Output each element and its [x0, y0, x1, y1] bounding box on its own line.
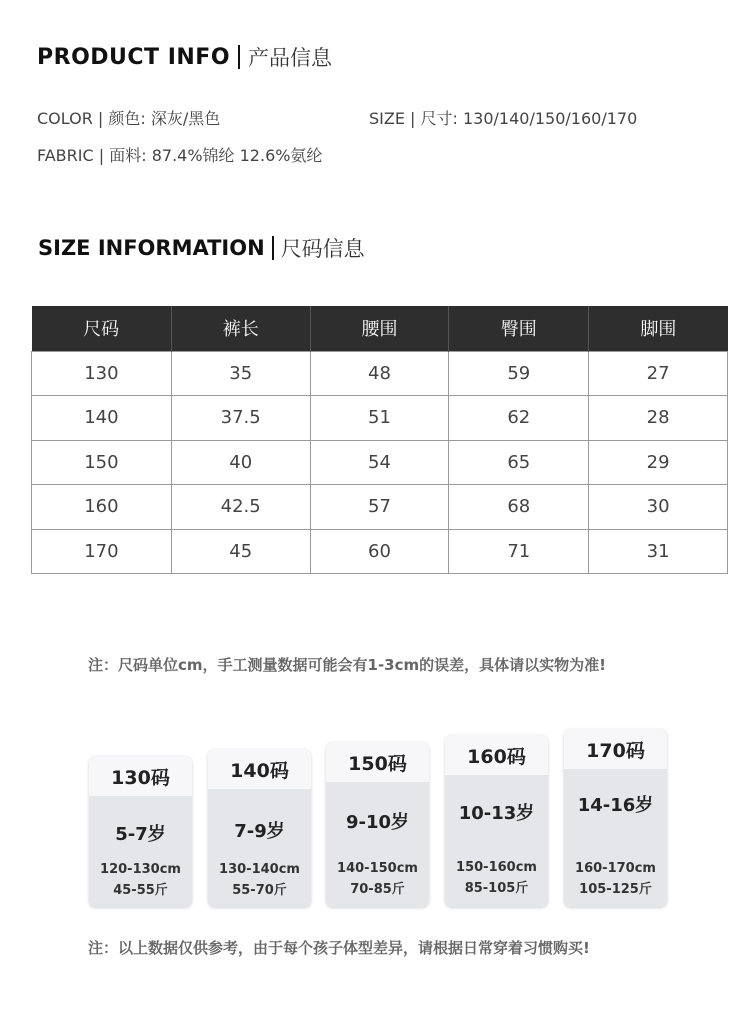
card-size: 130码 — [89, 756, 192, 796]
header-pants-length: 裤长 — [171, 306, 310, 351]
header-hip: 臀围 — [449, 306, 589, 351]
table-cell: 54 — [310, 440, 449, 485]
card-height: 140-150cm — [337, 861, 418, 876]
size-card-170 — [564, 729, 667, 907]
table-cell: 140 — [32, 396, 172, 441]
table-cell: 51 — [310, 396, 449, 441]
card-weight: 55-70斤 — [232, 883, 287, 898]
table-row — [32, 440, 728, 485]
table-cell: 30 — [589, 485, 728, 530]
card-age: 10-13岁 — [458, 803, 535, 824]
table-cell: 45 — [171, 529, 310, 574]
table-cell: 160 — [32, 485, 172, 530]
table-cell: 150 — [32, 440, 172, 485]
card-height: 130-140cm — [219, 862, 300, 877]
card-weight: 105-125斤 — [579, 882, 652, 897]
table-row — [32, 529, 728, 574]
size-information-title — [38, 233, 365, 263]
card-age: 7-9岁 — [234, 821, 285, 842]
table-cell: 130 — [32, 351, 172, 396]
color-info: COLOR | 颜色: 深灰/黑色 — [37, 109, 221, 128]
table-cell: 28 — [589, 396, 728, 441]
card-age: 14-16岁 — [577, 795, 654, 816]
card-size: 160码 — [445, 735, 548, 775]
card-weight: 85-105斤 — [464, 881, 529, 896]
size-card-160 — [445, 735, 548, 907]
table-cell: 59 — [449, 351, 589, 396]
table-cell: 29 — [589, 440, 728, 485]
reference-note: 注：以上数据仅供参考，由于每个孩子体型差异，请根据日常穿着习惯购买! — [88, 939, 590, 957]
card-size: 140码 — [208, 749, 311, 789]
size-card-140 — [208, 749, 311, 907]
table-cell: 65 — [449, 440, 589, 485]
size-information-title-en: SIZE INFORMATION — [38, 236, 265, 260]
card-height: 150-160cm — [456, 860, 537, 875]
table-cell: 48 — [310, 351, 449, 396]
header-leg-opening: 脚围 — [589, 306, 728, 351]
card-age: 5-7岁 — [115, 824, 166, 845]
table-cell: 27 — [589, 351, 728, 396]
fabric-info: FABRIC | 面料: 87.4%锦纶 12.6%氨纶 — [37, 146, 323, 165]
table-cell: 37.5 — [171, 396, 310, 441]
size-information-title-cn: 尺码信息 — [280, 237, 365, 261]
table-cell: 170 — [32, 529, 172, 574]
table-cell: 31 — [589, 529, 728, 574]
table-cell: 57 — [310, 485, 449, 530]
product-info-title-cn: 产品信息 — [248, 46, 333, 70]
table-cell: 71 — [449, 529, 589, 574]
card-height: 120-130cm — [100, 862, 181, 877]
table-row — [32, 396, 728, 441]
title-divider — [272, 236, 274, 260]
header-size: 尺码 — [32, 306, 172, 351]
table-cell: 42.5 — [171, 485, 310, 530]
card-height: 160-170cm — [575, 861, 656, 876]
table-cell: 40 — [171, 440, 310, 485]
header-waist: 腰围 — [310, 306, 449, 351]
table-row — [32, 351, 728, 396]
title-divider — [238, 45, 240, 69]
size-card-130 — [89, 756, 192, 907]
card-weight: 70-85斤 — [350, 882, 405, 897]
size-table — [31, 306, 728, 574]
card-age: 9-10岁 — [345, 812, 410, 833]
table-cell: 35 — [171, 351, 310, 396]
product-info-title-en: PRODUCT INFO — [37, 44, 231, 70]
measurement-note: 注：尺码单位cm，手工测量数据可能会有1-3cm的误差，具体请以实物为准! — [88, 656, 606, 674]
card-size: 170码 — [564, 729, 667, 769]
size-card-150 — [326, 742, 429, 907]
card-weight: 45-55斤 — [113, 883, 168, 898]
table-cell: 60 — [310, 529, 449, 574]
size-table-header-row — [32, 306, 728, 351]
size-info: SIZE | 尺寸: 130/140/150/160/170 — [369, 109, 638, 128]
table-row — [32, 485, 728, 530]
product-info-title — [37, 42, 332, 72]
table-cell: 68 — [449, 485, 589, 530]
table-cell: 62 — [449, 396, 589, 441]
card-size: 150码 — [326, 742, 429, 782]
